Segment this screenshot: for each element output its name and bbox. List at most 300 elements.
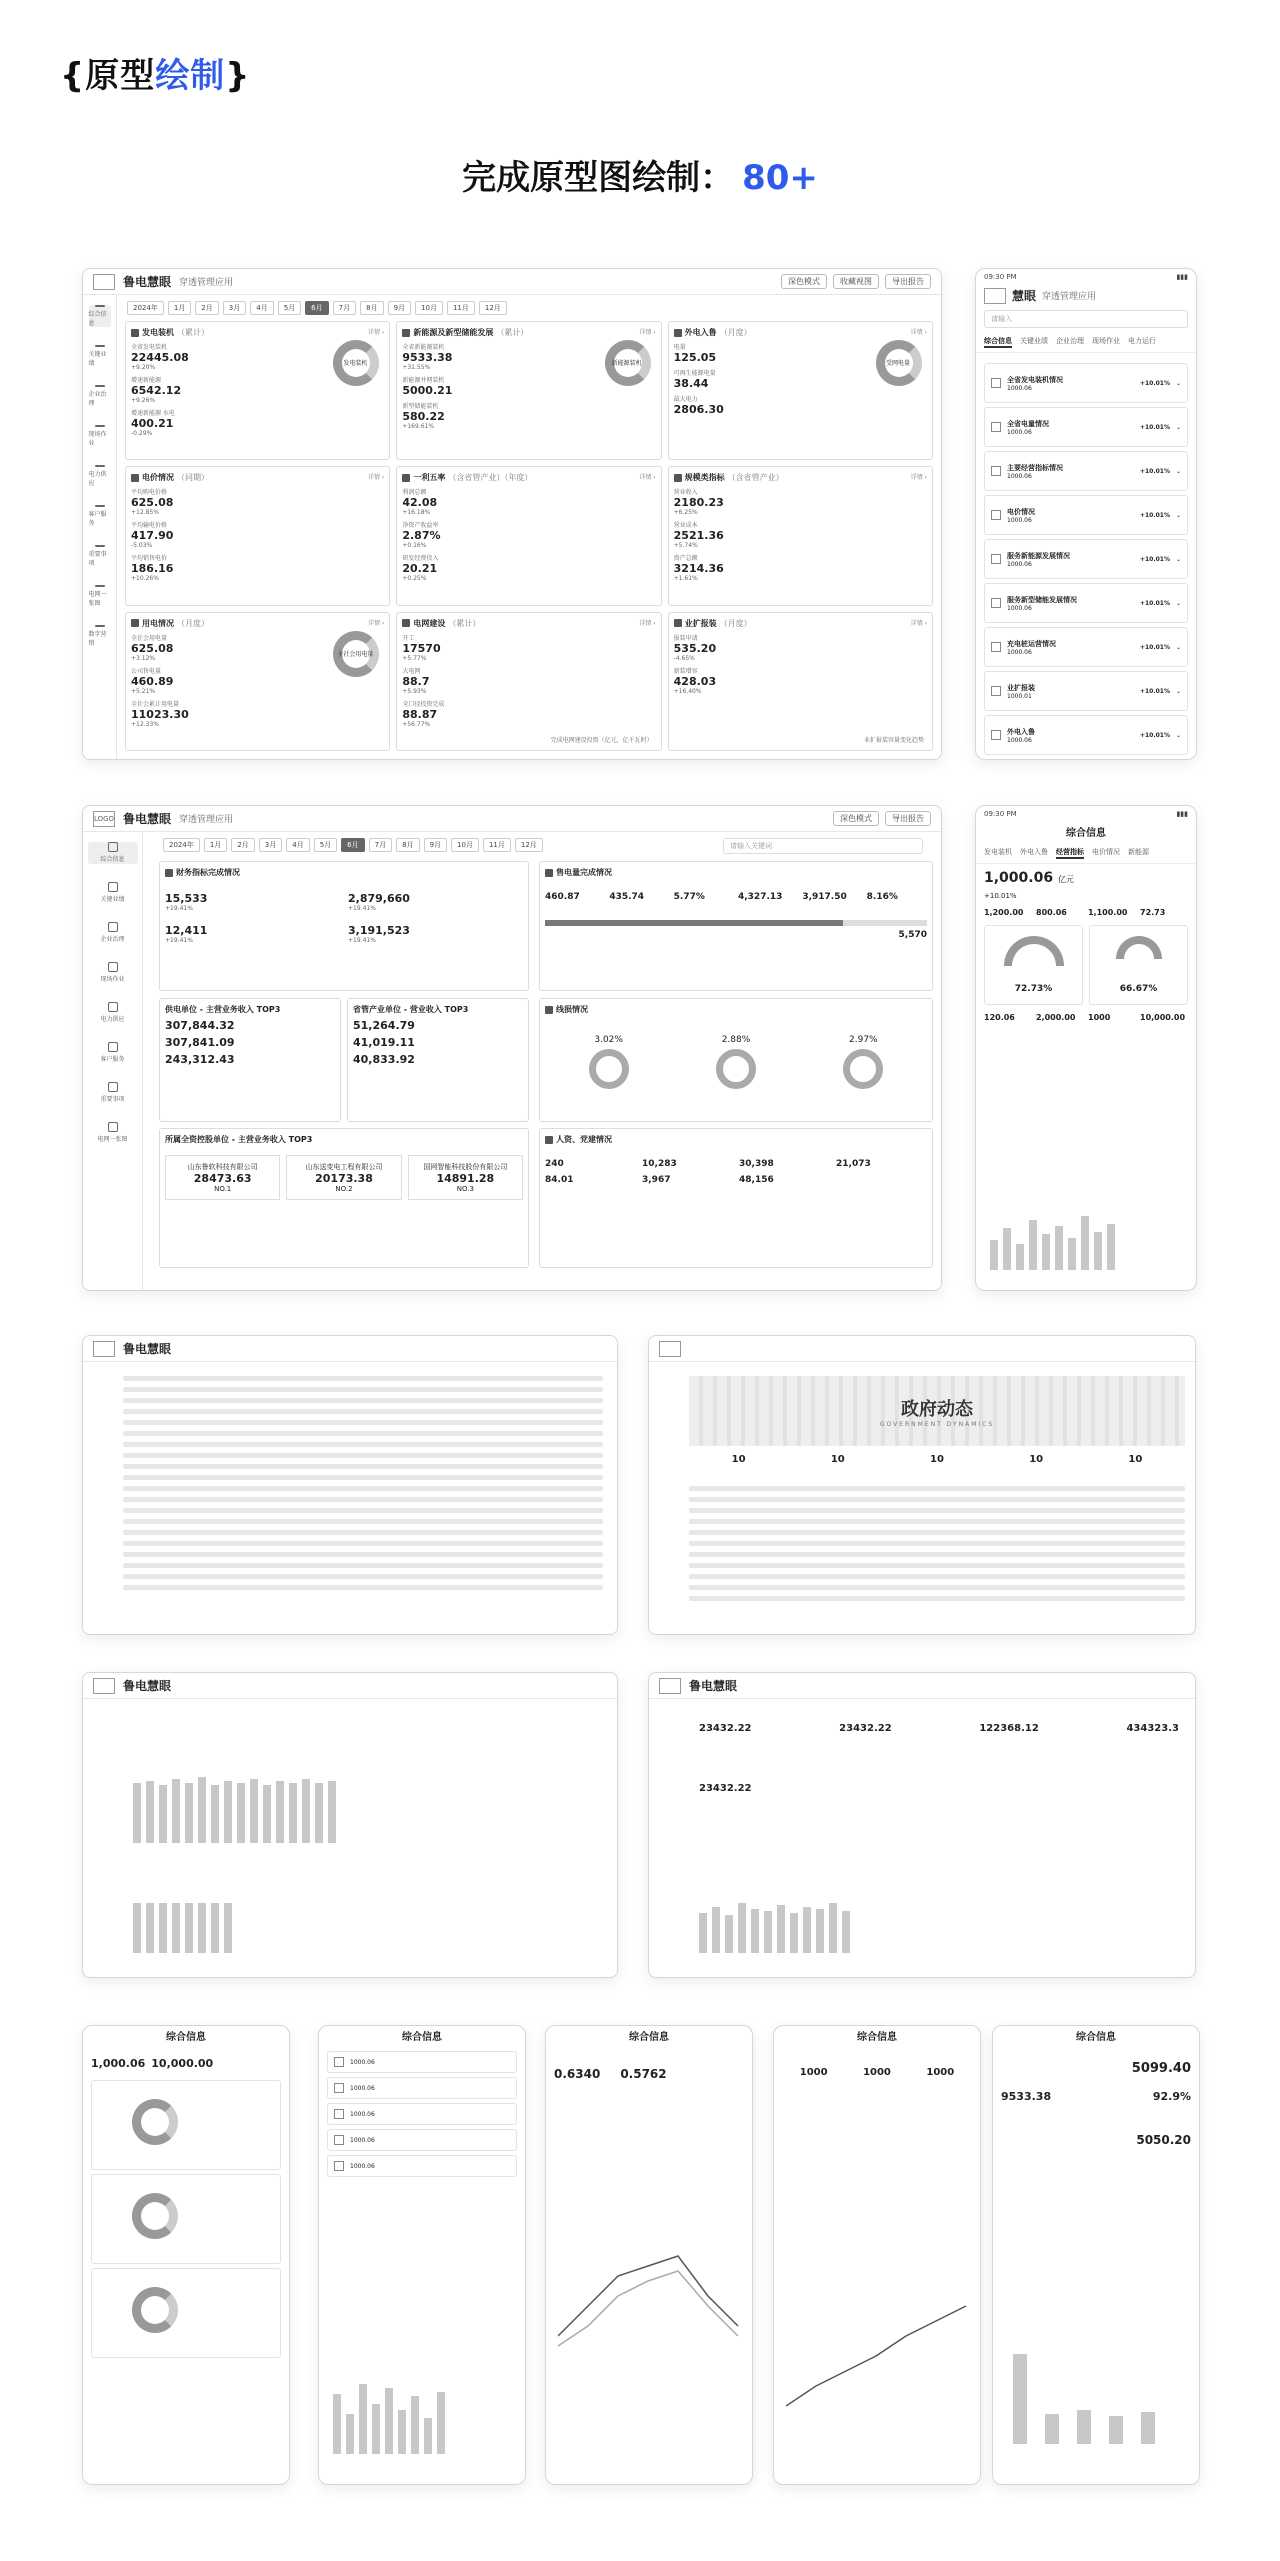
government-banner [689, 1376, 1185, 1446]
month-tab[interactable]: 12月 [515, 838, 543, 852]
finance-value [348, 924, 523, 944]
card-icon [131, 619, 139, 627]
gauge-box [984, 925, 1083, 1005]
overview-list-item[interactable] [984, 627, 1188, 667]
bar [224, 1781, 232, 1843]
pct: +16.18% [402, 509, 431, 517]
pct: +19.41% [348, 937, 376, 944]
screen-bar-charts [82, 1672, 618, 1978]
sidebar-item-field[interactable] [89, 425, 111, 447]
people-icon [545, 1136, 553, 1144]
tab-power[interactable]: 电力运行 [1128, 337, 1156, 345]
tab-performance[interactable]: 关键业绩 [1020, 337, 1048, 345]
month-selector [163, 838, 543, 852]
value: 535.20 [673, 641, 717, 655]
card-icon [402, 619, 410, 627]
month-tab[interactable]: 3月 [223, 301, 246, 315]
metric-card [125, 612, 390, 751]
bar [159, 1903, 167, 1953]
overview-list-item[interactable] [984, 583, 1188, 623]
label: 电量 [673, 344, 686, 351]
row [123, 1563, 603, 1568]
more-link[interactable]: 详情 › [368, 329, 385, 336]
month-tab[interactable]: 10月 [415, 301, 443, 315]
label: 公司售电量 [131, 667, 162, 675]
rank-value: 28473.63 [193, 1172, 252, 1185]
bar [211, 1903, 219, 1953]
value: 4,327.13 [737, 892, 783, 902]
metric-card [396, 612, 661, 751]
year-select[interactable]: 2024年 [127, 301, 164, 315]
month-tab[interactable]: 12月 [479, 301, 507, 315]
metric [674, 666, 927, 695]
sidebar-item-grid-map[interactable] [89, 585, 111, 607]
card-title [165, 867, 523, 878]
topbar [649, 1673, 1195, 1699]
value: 3214.36 [673, 562, 724, 576]
pct: +5.74% [673, 542, 698, 550]
tab-overview[interactable]: 综合信息 [984, 336, 1012, 348]
bar [411, 2396, 419, 2454]
row [689, 1585, 1185, 1590]
mobile-screen-1 [82, 2025, 290, 2485]
value: 1000 [1088, 1013, 1111, 1022]
export-report-button[interactable]: 导出报告 [885, 274, 931, 289]
month-tab[interactable]: 11月 [447, 301, 475, 315]
list-item[interactable] [327, 2051, 517, 2073]
loss-item [589, 1035, 629, 1089]
row [123, 1409, 603, 1414]
month-tab[interactable]: 2月 [231, 838, 254, 852]
screen-overview-charts [648, 1672, 1196, 1978]
tab-active[interactable]: 经营指标 [1056, 847, 1084, 859]
value: 1,200.00 [984, 908, 1024, 917]
metric [674, 520, 927, 549]
toolbar [833, 811, 931, 826]
value: 9533.38 [402, 351, 453, 364]
card-title-text: 新能源及新型储能发展 [413, 328, 494, 337]
card-title-text: 售电量完成情况 [556, 868, 612, 877]
more-link[interactable]: 详情 › [910, 474, 927, 482]
bar [276, 1781, 284, 1843]
headset-icon [95, 505, 105, 507]
overview-list-item[interactable] [984, 539, 1188, 579]
tab[interactable]: 发电装机 [984, 848, 1012, 856]
year-select[interactable]: 2024年 [163, 838, 200, 852]
item-icon [334, 2083, 344, 2093]
bar [198, 1903, 206, 1953]
app-name: 鲁电慧眼 [123, 812, 172, 826]
count: 10 [930, 1454, 944, 1465]
rank-list [165, 1155, 523, 1200]
list-item[interactable] [327, 2155, 517, 2177]
rank-item [286, 1155, 401, 1200]
sidebar-label: 现场作业 [88, 431, 107, 447]
more-link[interactable]: 详情 › [639, 474, 656, 482]
row [689, 1563, 1185, 1568]
month-tab[interactable]: 7月 [333, 301, 356, 315]
brand-text-3: } [225, 56, 251, 96]
bar [133, 1903, 141, 1953]
value: 72.73 [1140, 908, 1166, 917]
month-tab[interactable]: 8月 [360, 301, 383, 315]
pct: +6.25% [673, 509, 698, 517]
finance-value [348, 892, 523, 912]
bar [302, 1779, 310, 1843]
month-tab[interactable]: 5月 [278, 301, 301, 315]
values [554, 2067, 744, 2081]
gauge-value: 66.67% [1119, 984, 1158, 994]
sales-icon [545, 869, 553, 877]
card-icon [131, 329, 139, 337]
value: 22445.08 [131, 351, 189, 364]
sidebar-item-events[interactable] [89, 545, 111, 567]
sidebar-label: 企业治理 [100, 936, 125, 943]
headline [0, 150, 1280, 199]
card-title-text: 电价情况 [142, 473, 174, 483]
value: 84.01 [545, 1175, 574, 1185]
dark-mode-button[interactable]: 深色模式 [781, 274, 827, 289]
label: 利润总额 [402, 489, 427, 497]
bar [146, 1781, 154, 1843]
row [123, 1530, 603, 1535]
chevron-down-icon: ⌄ [1175, 423, 1181, 431]
bar [372, 2404, 380, 2454]
card-title-text: 财务指标完成情况 [176, 868, 240, 877]
card-title [674, 327, 927, 338]
card-title-text: 发电装机 [142, 328, 174, 337]
value: 1000 [863, 2067, 891, 2078]
more-link[interactable]: 详情 › [639, 619, 656, 627]
card-title [545, 1004, 927, 1015]
section-brand [60, 48, 250, 97]
tab[interactable]: 新能源 [1128, 848, 1149, 856]
more-link[interactable]: 详情 › [910, 619, 927, 627]
bar [816, 1909, 824, 1953]
card-footer: 业扩报装容量变化趋势 [863, 736, 924, 744]
row [123, 1585, 603, 1590]
value: 17570 [402, 641, 441, 655]
card-title-text: 所属全资控股单位 - 主营业务收入 TOP3 [165, 1135, 313, 1144]
more-link[interactable]: 详情 › [368, 474, 385, 482]
overview-list-item[interactable] [984, 671, 1188, 711]
sidebar-item-events[interactable] [88, 1082, 138, 1104]
rank-value [165, 1053, 335, 1066]
search-input[interactable]: 请输入关键词 [723, 838, 923, 854]
month-tab-active[interactable]: 6月 [305, 301, 328, 315]
sales-progress-fill [545, 920, 843, 926]
sidebar-item-field[interactable] [88, 962, 138, 984]
sidebar-label: 关键业绩 [88, 351, 107, 367]
bar [1107, 1224, 1115, 1270]
month-tab[interactable]: 10月 [451, 838, 479, 852]
metric-card [396, 321, 661, 460]
pct: +16.40% [673, 687, 702, 695]
mobile-title: 综合信息 [1076, 2032, 1116, 2043]
bar [1081, 1216, 1089, 1270]
chevron-down-icon: ⌄ [1175, 467, 1181, 475]
item-label: 电价情况 [1007, 507, 1035, 516]
bar [1029, 1220, 1037, 1270]
card-scope: （累计） [177, 328, 209, 337]
mobile-mini-chart [990, 1210, 1115, 1270]
card-title [545, 867, 927, 878]
month-tab[interactable]: 1月 [204, 838, 227, 852]
tab-governance[interactable]: 企业治理 [1056, 337, 1084, 345]
month-tab[interactable]: 4月 [286, 838, 309, 852]
value: 21,073 [836, 1159, 871, 1169]
item-icon [991, 730, 1001, 740]
overview-list-item[interactable] [984, 451, 1188, 491]
export-report-button[interactable]: 导出报告 [885, 811, 931, 826]
row [123, 1376, 603, 1381]
mobile-title: 综合信息 [629, 2032, 669, 2043]
item-label: 服务新能源发展情况 [1007, 551, 1070, 560]
bar [1003, 1228, 1011, 1270]
bar [250, 1779, 258, 1843]
bar [829, 1903, 837, 1953]
bar [738, 1903, 746, 1953]
row [123, 1541, 603, 1546]
pie [132, 2099, 178, 2145]
sidebar [83, 295, 117, 759]
tab[interactable]: 电价情况 [1092, 848, 1120, 856]
row [689, 1596, 1185, 1601]
mobile-title: 慧眼 [1012, 289, 1037, 303]
bar [172, 1779, 180, 1843]
loss-item [716, 1035, 756, 1089]
mobile-screen-2 [318, 2025, 526, 2485]
card-icon [131, 474, 139, 482]
pct: -4.65% [673, 654, 695, 662]
label: 平均输电价格 [131, 522, 168, 530]
row [689, 1508, 1185, 1513]
bar [289, 1783, 297, 1843]
label: 全社会用电量 [131, 634, 168, 642]
mobile-tabs [976, 332, 1196, 353]
bar [328, 1781, 336, 1843]
dark-mode-button[interactable]: 深色模式 [833, 811, 879, 826]
label: 增速新能源 水电 [131, 410, 175, 417]
mobile-screen-3 [545, 2025, 753, 2485]
metric [402, 487, 655, 516]
bar [699, 1913, 707, 1953]
more-link[interactable]: 详情 › [639, 329, 656, 336]
row [123, 1453, 603, 1458]
star-view-button[interactable]: 收藏视图 [833, 274, 879, 289]
card-scope: （月度） [719, 618, 752, 628]
sidebar-label: 电力供应 [88, 471, 107, 487]
sidebar-item-governance[interactable] [88, 922, 138, 944]
card-title-text: 电网建设 [413, 618, 446, 628]
overview-list-item[interactable] [984, 715, 1188, 755]
item-icon [991, 686, 1001, 696]
sidebar-item-service[interactable] [88, 1042, 138, 1064]
gauge-value: 72.73% [1014, 984, 1053, 994]
bar [1068, 1238, 1076, 1270]
card-scope: （累计） [496, 328, 529, 337]
tab[interactable]: 外电入鲁 [1020, 848, 1048, 856]
donut-label: 全社会用电量 [337, 650, 374, 658]
label: 新能源并网装机 [402, 377, 445, 384]
gauge [1116, 936, 1162, 959]
sidebar-item-service[interactable] [89, 505, 111, 527]
value: 800.06 [1036, 908, 1067, 917]
hr-values [545, 1159, 927, 1185]
item-value: 1000.06 [1007, 560, 1032, 568]
value: 428.03 [673, 674, 717, 688]
value: 3,917.50 [802, 892, 847, 902]
month-tab[interactable]: 4月 [250, 301, 273, 315]
month-tab[interactable]: 3月 [259, 838, 282, 852]
overview-list-item[interactable] [984, 363, 1188, 403]
metric [131, 408, 384, 437]
value: 1000.06 [350, 2058, 375, 2066]
pie [132, 2193, 178, 2239]
item-text [1007, 727, 1035, 744]
mobile-title: 综合信息 [402, 2032, 442, 2043]
sidebar-item-overview[interactable] [88, 842, 138, 864]
sidebar-item-grid-map[interactable] [88, 1122, 138, 1144]
mobile-title: 综合信息 [166, 2032, 206, 2043]
flag-icon [108, 1082, 118, 1092]
bar [211, 1785, 219, 1843]
list-item[interactable] [327, 2129, 517, 2151]
value: 120.06 [984, 1013, 1015, 1022]
card-icon [674, 329, 682, 337]
bar [385, 2388, 393, 2454]
month-tab[interactable]: 7月 [369, 838, 392, 852]
map-icon [95, 585, 105, 587]
pie [132, 2287, 178, 2333]
mobile-overview-2 [975, 805, 1197, 1291]
sidebar-item-overview[interactable] [89, 305, 111, 327]
pct: +31.55% [402, 364, 431, 371]
bolt-icon [108, 1002, 118, 1012]
value: 625.08 [131, 641, 174, 655]
bar-chart-2 [133, 1873, 232, 1953]
value: 23432.22 [699, 1783, 752, 1794]
label: 全口径投资完成 [402, 700, 445, 708]
value: 3,191,523 [348, 924, 410, 937]
metric [674, 487, 927, 516]
sidebar-item-marketing[interactable] [89, 625, 111, 647]
mobile-search-input[interactable]: 请输入 [984, 310, 1188, 328]
building-icon [108, 922, 118, 932]
trend-chart [786, 2276, 970, 2426]
row [123, 1519, 603, 1524]
value: 15,533 [165, 892, 208, 905]
more-link[interactable]: 详情 › [910, 329, 927, 336]
month-tab[interactable]: 5月 [314, 838, 337, 852]
card-title-text: 业扩报装 [684, 618, 717, 628]
card-title [131, 327, 384, 338]
value: 5050.20 [1136, 2133, 1191, 2147]
card-title [402, 472, 655, 483]
sidebar-item-governance[interactable] [89, 385, 111, 407]
month-tab[interactable]: 2月 [195, 301, 218, 315]
row [689, 1530, 1185, 1535]
item-text [1007, 595, 1077, 612]
row [123, 1420, 603, 1425]
row [123, 1497, 603, 1502]
card-title-text: 用电情况 [142, 618, 174, 628]
value: 460.87 [545, 892, 580, 902]
value: 10,000.00 [151, 2057, 214, 2070]
tab-field[interactable]: 现场作业 [1092, 337, 1120, 345]
sidebar-item-performance[interactable] [89, 345, 111, 367]
rank-name: 山东鲁软科技有限公司 [187, 1163, 258, 1171]
bar [790, 1913, 798, 1953]
sidebar-label: 客户服务 [88, 511, 107, 527]
count: 10 [1128, 1454, 1143, 1465]
sidebar-label: 重要事项 [88, 551, 107, 567]
value: 1000.06 [350, 2084, 375, 2092]
item-pct: +10.01% [1139, 511, 1170, 519]
overview-list-item[interactable] [984, 495, 1188, 535]
month-tab[interactable]: 9月 [388, 301, 411, 315]
month-tab[interactable]: 8月 [396, 838, 419, 852]
row [123, 1486, 603, 1491]
home-icon [95, 305, 105, 307]
pct: +5.77% [402, 654, 427, 662]
app-name: 鲁电慧眼 [123, 1679, 172, 1693]
list-item[interactable] [327, 2077, 517, 2099]
value: 1,000.06 [984, 870, 1054, 886]
value: 1,100.00 [1088, 908, 1128, 917]
mobile-title: 综合信息 [857, 2032, 897, 2043]
bar [842, 1911, 850, 1953]
month-tab[interactable]: 9月 [424, 838, 447, 852]
pct: +5.93% [402, 687, 427, 695]
overview-list-item[interactable] [984, 407, 1188, 447]
month-tab-active[interactable]: 6月 [341, 838, 364, 852]
brand-text-2: 绘制 [155, 56, 226, 96]
bolt-icon [95, 465, 105, 467]
sidebar-item-power[interactable] [89, 465, 111, 487]
cart-icon [95, 625, 105, 627]
row [689, 1497, 1185, 1502]
app-subtitle: 穿透管理应用 [179, 815, 234, 825]
card-scope: （月度） [177, 618, 209, 628]
month-tab[interactable]: 11月 [483, 838, 511, 852]
bar [712, 1907, 720, 1953]
sidebar-item-performance[interactable] [88, 882, 138, 904]
value: 5099.40 [1131, 2061, 1191, 2076]
item-value: 1000.06 [1007, 384, 1032, 392]
rank-no: NO.1 [214, 1185, 232, 1193]
row [123, 1464, 603, 1469]
sidebar-item-power[interactable] [88, 1002, 138, 1024]
sidebar-label: 数字营销 [88, 631, 107, 647]
list-item[interactable] [327, 2103, 517, 2125]
overview-values [699, 1723, 1179, 1734]
top3-industry-card [347, 998, 529, 1122]
value: 243,312.43 [165, 1053, 235, 1066]
news-table [689, 1486, 1185, 1607]
month-tab[interactable]: 1月 [168, 301, 191, 315]
bar-chart [699, 1873, 850, 1953]
loss-values [545, 1035, 927, 1089]
value: 41,019.11 [353, 1036, 415, 1049]
subsidiary-rank-card [159, 1128, 529, 1268]
bar [315, 1783, 323, 1843]
status-time: 09:30 PM [984, 273, 1017, 281]
card-title-text: 人资、党建情况 [556, 1135, 612, 1144]
more-link[interactable]: 详情 › [368, 619, 385, 627]
rank-value: 20173.38 [315, 1172, 373, 1185]
label: 全省新能源装机 [402, 344, 445, 351]
